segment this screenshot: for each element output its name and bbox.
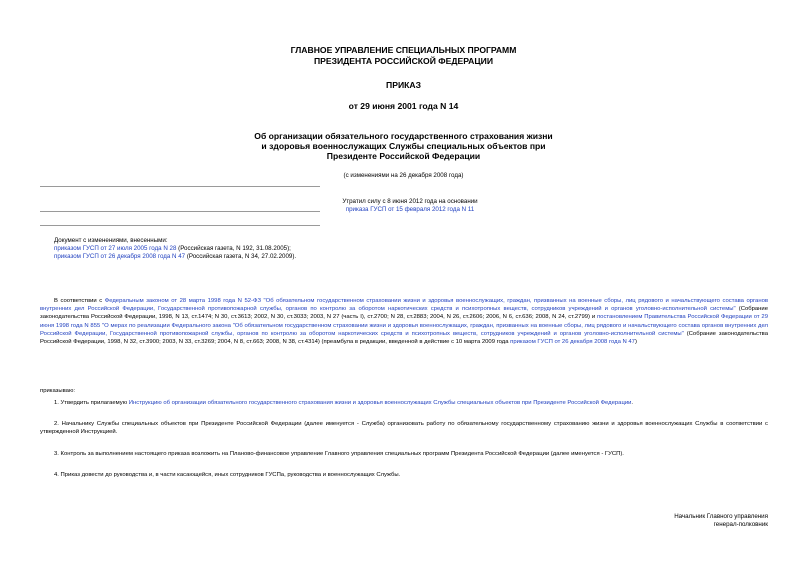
separator-rule (40, 211, 320, 212)
preamble-text: (Собрание законодательства Российской Федерации, 1998, N 13, ст.1474; N 30, ст.3613; 2002, N 30, ст.3033; 2003, N 27 (часть I), ст.2700; N 28, ст.2883; 2004, N 26, ст.2606; 2006, N 6, ст.636; 2008, N 24, ст.2799) и (40, 306, 768, 321)
validity-note (320, 198, 500, 214)
order-item-3: 3. Контроль за выполнением настоящего приказа возложить на Планово-финансовое управление Главного управления специальных программ Президента Российской Федерации (далее именуется - ГУСП). (54, 451, 624, 457)
preamble-text: (Собрание законодательства Российской Федерации, 1998, N 32, ст.3900; 2003, N 33, ст.3269; 2004, N 8, ст.663; 2008, N 38, ст.4314) (преамбула в редакции, введенной в действие с 10 марта 2009 года (40, 330, 768, 346)
preamble-text: ) (634, 339, 637, 346)
document-type: ПРИКАЗ (386, 80, 421, 90)
change-item-link[interactable]: приказом ГУСП от 26 декабря 2008 года N 47 (54, 253, 186, 260)
organization-name-line1: ГЛАВНОЕ УПРАВЛЕНИЕ СПЕЦИАЛЬНЫХ ПРОГРАММ (290, 45, 517, 55)
changes-block (54, 237, 474, 261)
document-title-line1: Об организации обязательного государственного страхования жизни (254, 131, 553, 141)
amendment-order-link[interactable]: приказом ГУСП от 26 декабря 2008 года N 47 (510, 339, 635, 346)
change-item (54, 253, 474, 261)
preamble-text: В соответствии с (54, 298, 105, 304)
instruction-link[interactable]: Инструкцию об организации обязательного государственного страхования жизни и здоровья военнослужащих Службы специальных объектов при Президенте Российской Федерации (128, 400, 632, 406)
document-title-line3: Президенте Российской Федерации (326, 151, 481, 161)
document-date: от 29 июня 2001 года N 14 (348, 101, 459, 111)
order-item-text: 1. Утвердить прилагаемую (54, 400, 129, 406)
change-item-link[interactable]: приказом ГУСП от 27 июля 2005 года N 28 (54, 245, 177, 252)
federal-law-link[interactable]: Федеральным законом от 28 марта 1998 года N 52-ФЗ "Об обязательном государственном страховании жизни и здоровья военнослужащих, граждан, призванных на военные сборы, лиц рядового и начальствующего состава органов внутренних дел Российской Федерации, Государственной противопожарной службы, органов по контролю за оборотом наркотических средств и психотропных веществ, сотрудников учреждений и органов уголовно-исполнительной системы" (40, 298, 768, 313)
separator-rule (40, 225, 320, 226)
order-word: приказываю: (40, 388, 76, 394)
revision-note: (с изменениями на 26 декабря 2008 года) (343, 172, 464, 179)
order-item-1 (40, 399, 768, 407)
government-decree-link[interactable]: постановлением Правительства Российской Федерации от 29 июня 1998 года N 855 "О мерах по реализации Федерального закона "Об обязательном государственном страховании жизни и здоровья военнослужащих, граждан, призванных на военные сборы, лиц рядового и начальствующего состава органов внутренних дел Российской Федерации, Государственной противопожарной службы, органов по контролю за оборотом наркотических средств и психотропных веществ, сотрудников учреждений и органов уголовно-исполнительной системы" (40, 314, 768, 337)
change-item-source: (Российская газета, N 192, 31.08.2005); (176, 245, 291, 252)
order-item-4: 4. Приказ довести до руководства и, в части касающейся, иных сотрудников ГУСПа, руководства и военнослужащих Службы. (54, 472, 401, 478)
order-item-2: 2. Начальнику Службы специальных объектов при Президенте Российской Федерации (далее именуется - Служба) организовать работу по обязательному государственному страхованию жизни и здоровья военнослужащих Службы в соответствии с утвержденной Инструкцией. (40, 421, 768, 436)
separator-rule (40, 186, 320, 187)
signature-position: Начальник Главного управления (674, 513, 768, 520)
changes-intro: Документ с изменениями, внесенными: (54, 237, 168, 244)
change-item (54, 245, 474, 253)
validity-link[interactable]: приказа ГУСП от 15 февраля 2012 года N 11 (345, 206, 475, 213)
validity-text: Утратил силу с 8 июня 2012 года на основании (342, 198, 478, 205)
signature-rank: генерал-полковник (713, 521, 768, 529)
order-item-text: . (631, 400, 634, 406)
change-item-source: (Российская газета, N 34, 27.02.2009). (185, 253, 297, 260)
organization-name-line2: ПРЕЗИДЕНТА РОССИЙСКОЙ ФЕДЕРАЦИИ (313, 56, 494, 66)
document-title-line2: и здоровья военнослужащих Службы специальных объектов при (261, 141, 546, 151)
signature-block (560, 513, 768, 530)
preamble-paragraph (40, 297, 768, 346)
